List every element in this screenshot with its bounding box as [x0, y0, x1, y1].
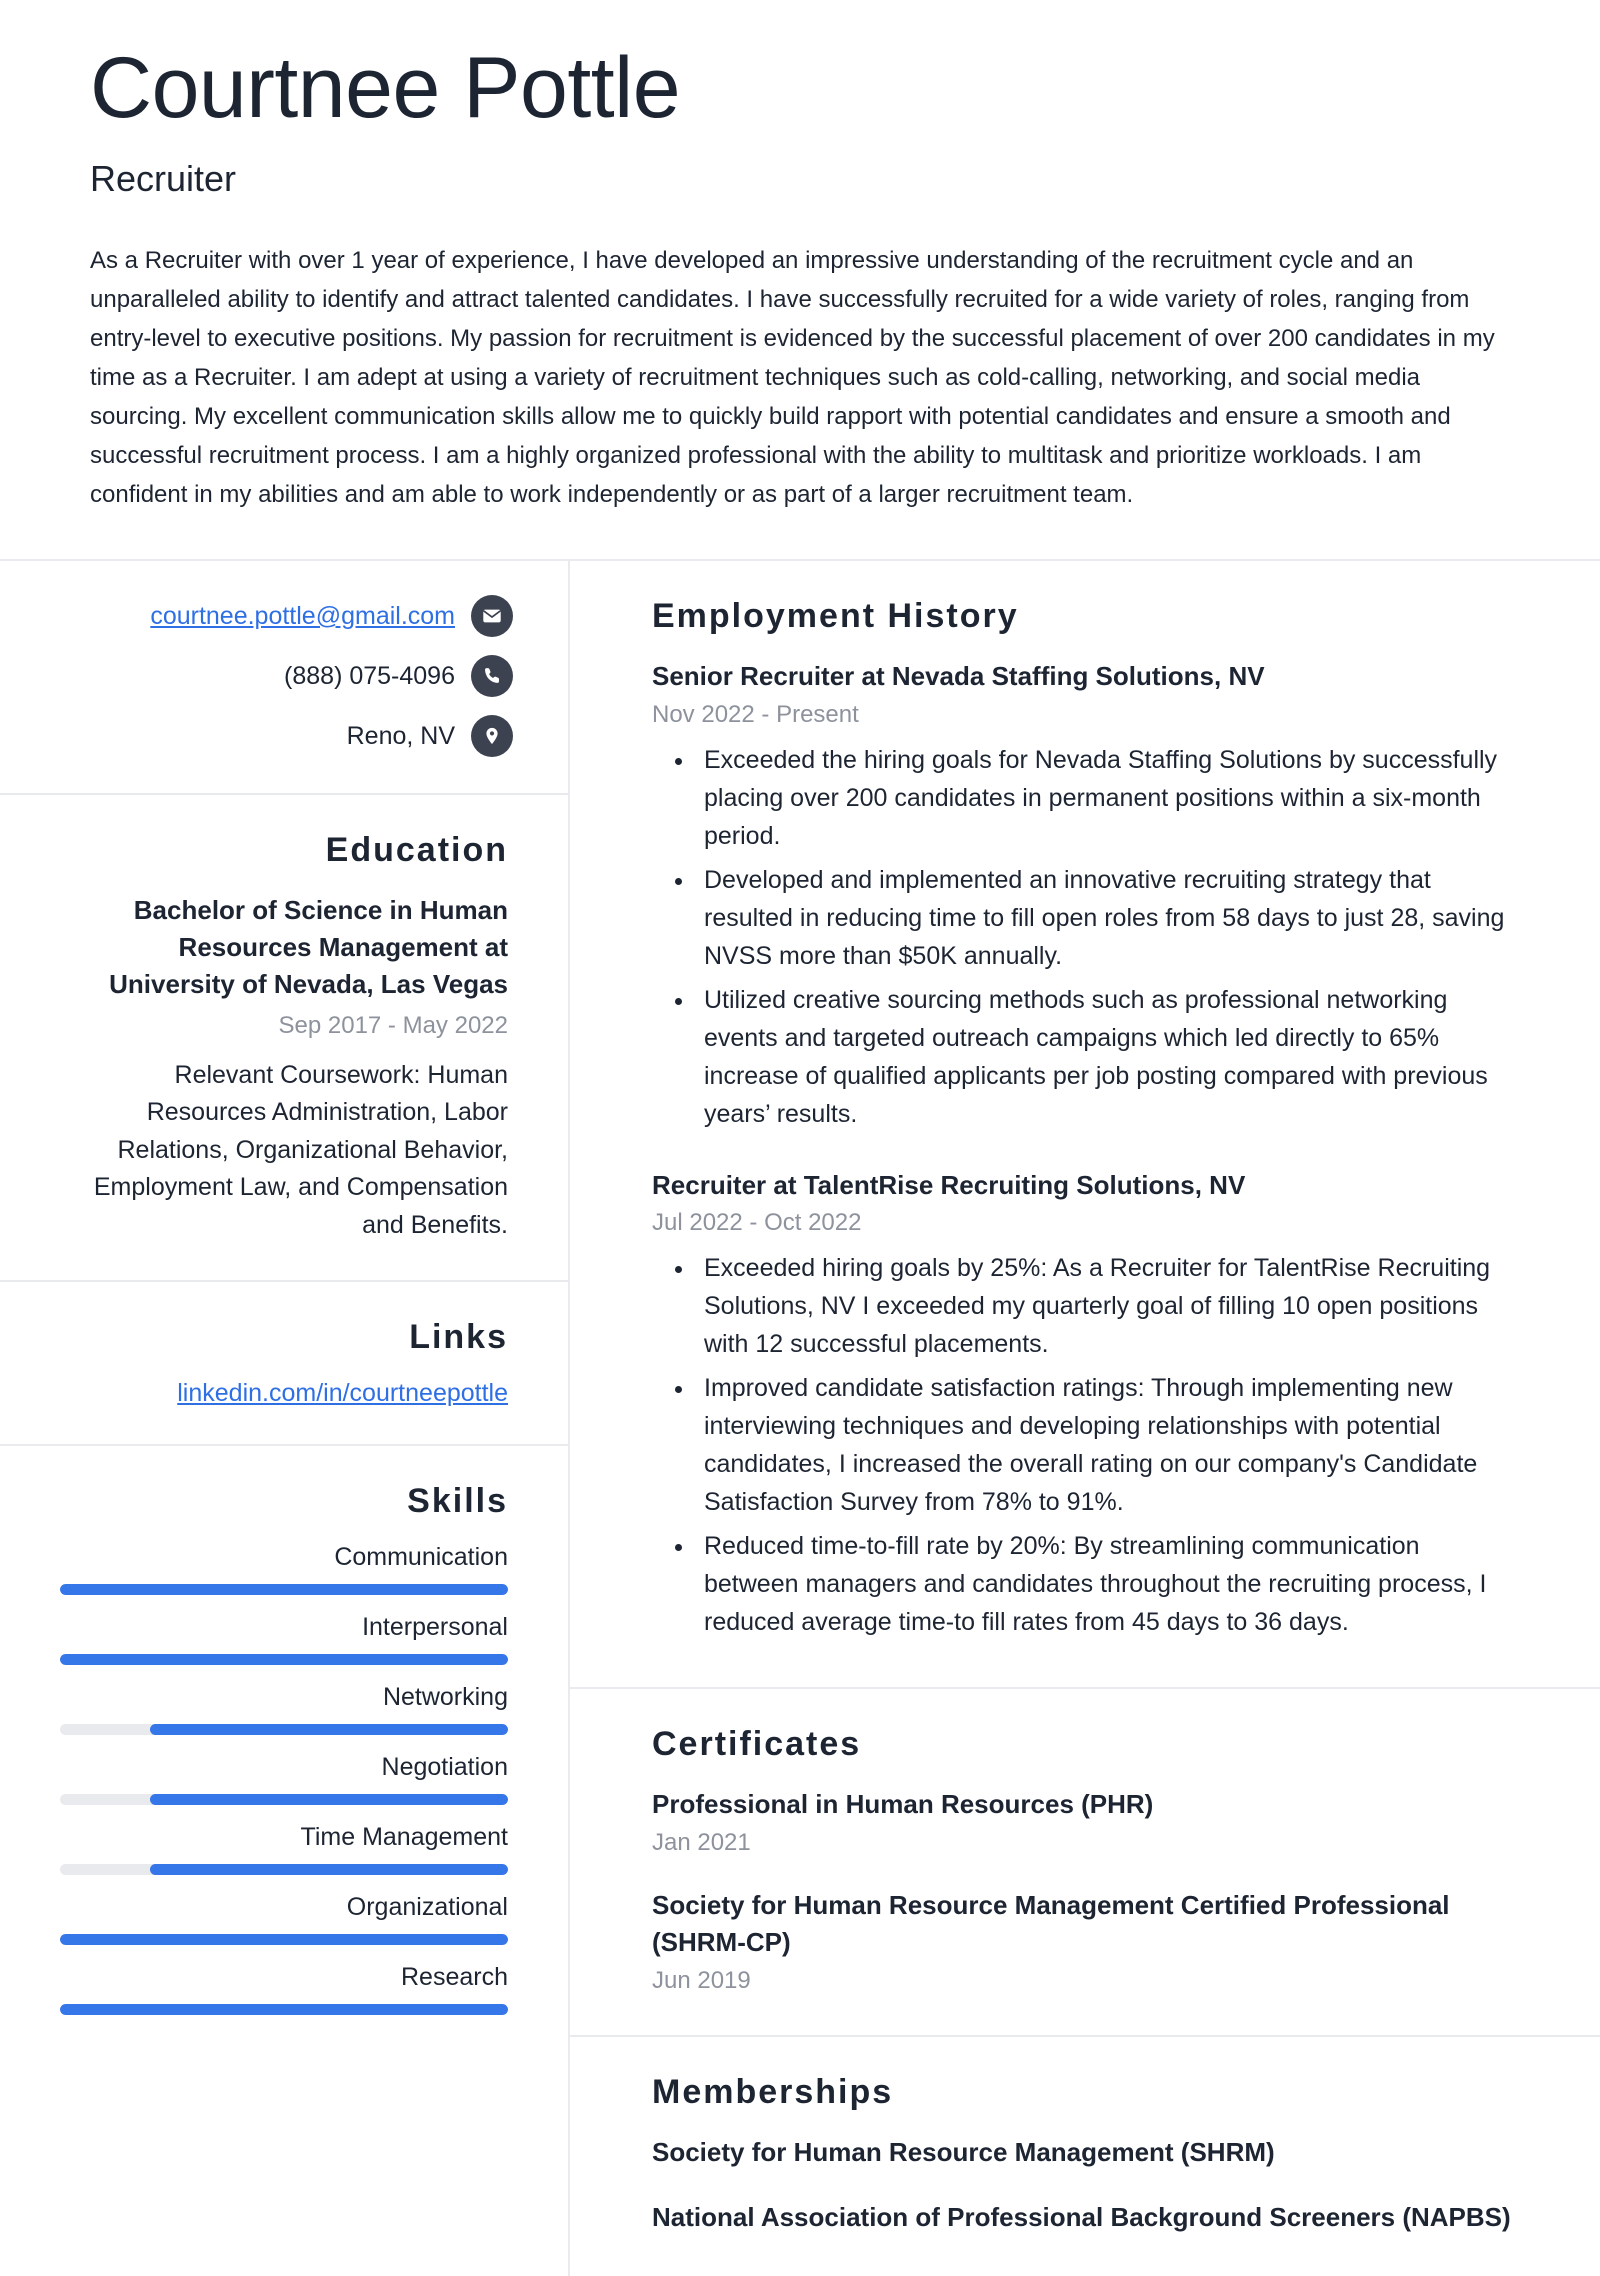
skill-level-fill — [60, 2004, 508, 2015]
skill-item — [60, 1963, 508, 2015]
linkedin-link[interactable]: linkedin.com/in/courtneepottle — [177, 1379, 508, 1408]
links-section-title: Links — [409, 1318, 508, 1357]
certificate-date: Jan 2021 — [652, 1829, 751, 1857]
skill-label: Research — [401, 1963, 508, 1992]
skill-level-track — [60, 1934, 508, 1945]
education-degree: Bachelor of Science in Human Resources Management at University of Nevada, Las Vegas — [109, 895, 508, 1000]
memberships-list — [652, 2134, 1520, 2236]
membership-entry: National Association of Professional Background Screeners (NAPBS) — [652, 2201, 1511, 2232]
certificate-entry — [652, 1786, 1520, 1857]
skill-level-track — [60, 1864, 508, 1875]
main-column — [570, 561, 1600, 2275]
membership-entry: Society for Human Resource Management (SHRM) — [652, 2136, 1275, 2167]
links-list — [60, 1379, 508, 1408]
job-title: Recruiter — [90, 158, 237, 200]
skill-level-fill — [60, 1584, 508, 1595]
skill-level-fill — [150, 1794, 508, 1805]
certificates-list — [652, 1786, 1520, 1995]
skills-section-title: Skills — [407, 1482, 508, 1521]
certificates-section-title: Certificates — [652, 1725, 862, 1764]
skill-item — [60, 1823, 508, 1875]
skill-label: Communication — [334, 1543, 508, 1572]
certificate-name: Society for Human Resource Management Certified Professional (SHRM-CP) — [652, 1890, 1450, 1958]
job-bullet: • Improved candidate satisfaction ratings: Through implementing new interviewing techniques and developing relationships with potential candidates, I increased the overall rating on our company's Candidate Satisfaction Survey from 78% to 91%. — [696, 1369, 1520, 1521]
job-date-range: Nov 2022 - Present — [652, 700, 859, 728]
job-date-range: Jul 2022 - Oct 2022 — [652, 1209, 862, 1237]
contact-item-location — [60, 715, 513, 757]
resume-body — [0, 561, 1600, 2275]
skill-label: Time Management — [300, 1823, 508, 1852]
professional-summary: As a Recruiter with over 1 year of experience, I have developed an impressive understanding of the recruitment cycle and an unparalleled ability to identify and attract talented candidates. I have successfully recruited for a wide variety of roles, ranging from entry-level to executive positions. My passion for recruitment is evidenced by the successful placement of over 200 candidates in my time as a Recruiter. I am adept at using a variety of recruitment techniques such as cold-calling, networking, and social media sourcing. My excellent communication skills allow me to quickly build rapport with potential candidates and ensure a smooth and successful recruitment process. I am a highly organized professional with the ability to multitask and prioritize workloads. I am confident in my abilities and am able to work independently or as part of a larger recruitment team. — [90, 247, 1495, 508]
skill-item — [60, 1543, 508, 1595]
education-section-title: Education — [325, 831, 508, 870]
job-entry — [652, 1167, 1520, 1641]
resume-header — [0, 0, 1600, 559]
employment-section-title: Employment History — [652, 597, 1019, 636]
certificate-entry — [652, 1887, 1520, 1995]
job-heading: Recruiter at TalentRise Recruiting Solutions, NV — [652, 1169, 1246, 1200]
job-bullet: • Developed and implemented an innovative recruiting strategy that resulted in reducing time to fill open roles from 58 days to just 28, saving NVSS more than $50K annually. — [696, 861, 1520, 975]
education-section — [0, 795, 568, 1282]
skills-section — [0, 1446, 568, 2051]
education-date: Sep 2017 - May 2022 — [278, 1012, 508, 1040]
skill-level-track — [60, 1794, 508, 1805]
page-title: Courtnee Pottle — [90, 40, 681, 136]
phone-icon — [471, 655, 513, 697]
job-bullet-list — [652, 741, 1520, 1133]
contact-section — [0, 561, 568, 795]
job-bullet: • Exceeded the hiring goals for Nevada Staffing Solutions by successfully placing over 200 candidates in permanent positions within a six-month period. — [696, 741, 1520, 855]
location-pin-icon — [471, 715, 513, 757]
skill-level-fill — [150, 1864, 508, 1875]
skill-label: Negotiation — [381, 1753, 508, 1782]
skill-item — [60, 1753, 508, 1805]
skill-level-fill — [60, 1934, 508, 1945]
skill-item — [60, 1683, 508, 1735]
skill-level-track — [60, 1724, 508, 1735]
jobs-list — [652, 658, 1520, 1641]
certificates-section — [570, 1689, 1600, 2037]
skill-level-track — [60, 2004, 508, 2015]
certificate-name: Professional in Human Resources (PHR) — [652, 1789, 1154, 1820]
skill-level-fill — [150, 1724, 508, 1735]
memberships-section — [570, 2037, 1600, 2276]
skill-item — [60, 1613, 508, 1665]
email-link[interactable]: courtnee.pottle@gmail.com — [150, 601, 455, 630]
memberships-section-title: Memberships — [652, 2072, 894, 2111]
skill-label: Networking — [382, 1683, 508, 1712]
education-description: Relevant Coursework: Human Resources Administration, Labor Relations, Organizational Behavior, Employment Law, and Compensation and Benefits. — [93, 1060, 508, 1239]
job-heading: Senior Recruiter at Nevada Staffing Solutions, NV — [652, 661, 1265, 692]
skill-label: Organizational — [346, 1893, 508, 1922]
job-bullet: • Utilized creative sourcing methods such as professional networking events and targeted outreach campaigns which led directly to 65% increase of qualified applicants per job posting compared with previous years’ results. — [696, 981, 1520, 1133]
job-entry — [652, 658, 1520, 1132]
skills-list — [60, 1543, 508, 2015]
sidebar-column — [0, 561, 570, 2275]
skill-item — [60, 1893, 508, 1945]
links-section — [0, 1282, 568, 1446]
skill-level-track — [60, 1584, 508, 1595]
contact-item-phone — [60, 655, 513, 697]
location-text: Reno, NV — [346, 722, 455, 751]
job-bullet: • Exceeded hiring goals by 25%: As a Recruiter for TalentRise Recruiting Solutions, NV I exceeded my quarterly goal of filling 10 open positions with 12 successful placements. — [696, 1249, 1520, 1363]
phone-number: (888) 075-4096 — [284, 662, 455, 691]
envelope-icon — [471, 595, 513, 637]
contact-item-email[interactable] — [60, 595, 513, 637]
skill-level-fill — [60, 1654, 508, 1665]
employment-history-section — [570, 561, 1600, 1689]
job-bullet-list — [652, 1249, 1520, 1641]
skill-label: Interpersonal — [362, 1613, 508, 1642]
certificate-date: Jun 2019 — [652, 1966, 751, 1994]
skill-level-track — [60, 1654, 508, 1665]
job-bullet: • Reduced time-to-fill rate by 20%: By streamlining communication between managers and candidates throughout the recruiting process, I reduced average time-to fill rates from 45 days to 36 days. — [696, 1527, 1520, 1641]
